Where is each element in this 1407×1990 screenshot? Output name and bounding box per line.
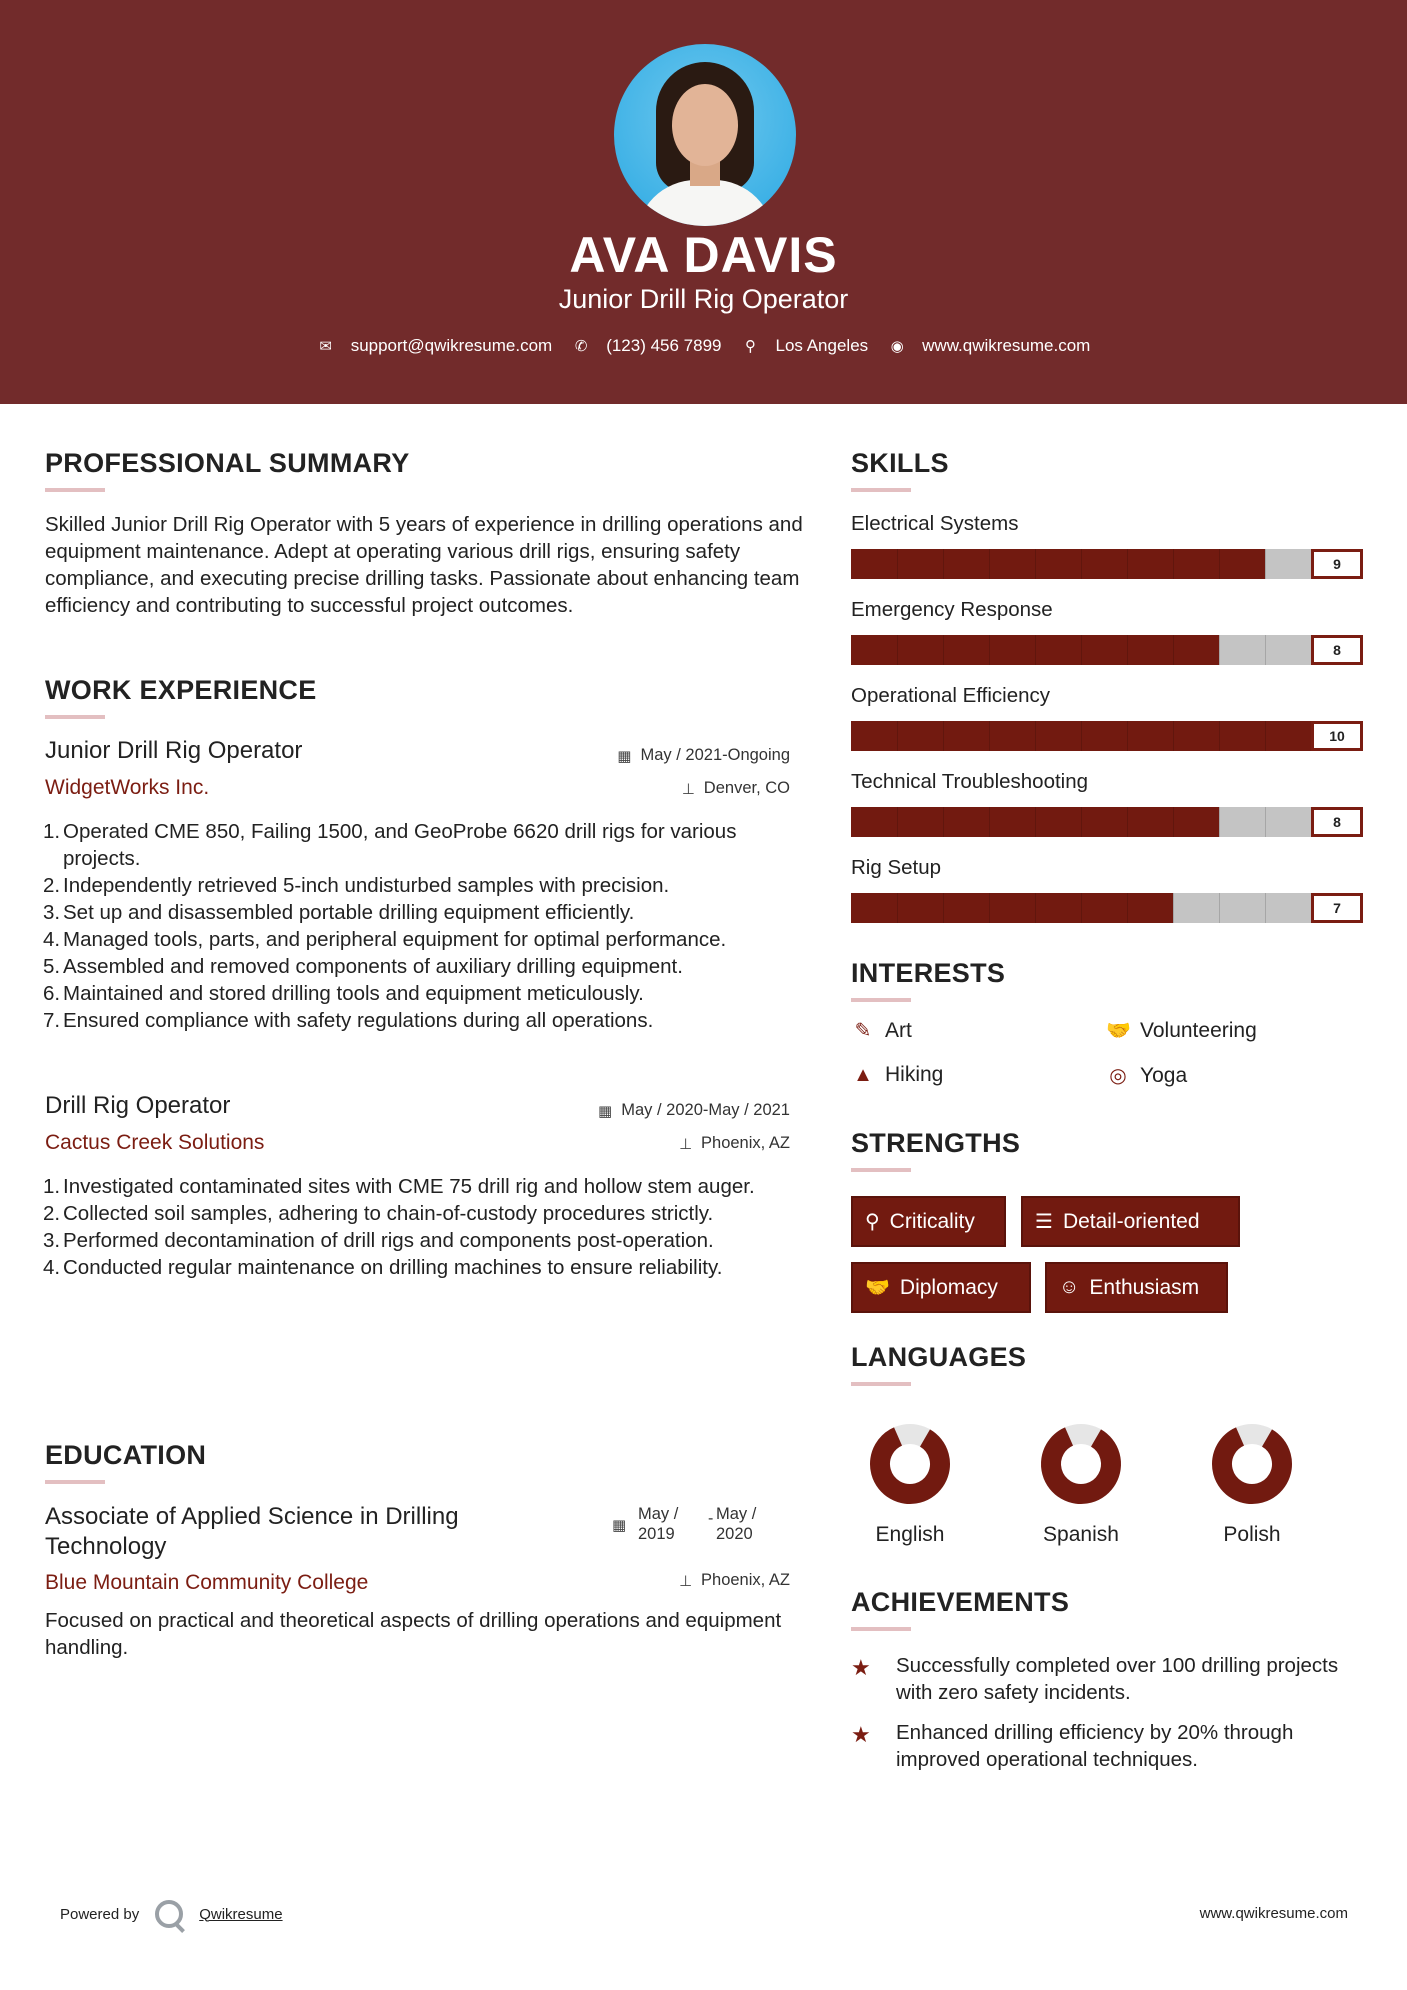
interest-yoga: ◎ Yoga	[1106, 1063, 1187, 1088]
tree-icon: ▲	[853, 1063, 873, 1086]
education-end-date: May / 2020	[716, 1505, 757, 1543]
list-item: 1. Investigated contaminated sites with CME 75 drill rig and hollow stem auger.	[43, 1175, 755, 1198]
strengths-underline	[851, 1168, 911, 1172]
education-location: ⊥ Phoenix, AZ	[678, 1571, 790, 1590]
summary-heading: PROFESSIONAL SUMMARY	[45, 448, 410, 478]
profile-photo	[614, 44, 796, 226]
phone-icon: ✆	[574, 338, 588, 355]
list-item: 4. Managed tools, parts, and peripheral equipment for optimal performance.	[43, 928, 727, 951]
achievement-item: ★ Enhanced drilling efficiency by 20% through improved operational techniques.	[851, 1721, 1294, 1771]
star-icon: ★	[851, 1722, 871, 1747]
skill-bar	[851, 635, 1363, 665]
language-ring	[868, 1422, 952, 1506]
list-item: 3. Performed decontamination of drill rigs and components post-operation.	[43, 1229, 714, 1252]
calendar-icon: ▦	[598, 1102, 613, 1120]
list-item: 3. Set up and disassembled portable drilling equipment efficiently.	[43, 901, 635, 924]
skills-underline	[851, 488, 911, 492]
job-dates: ▦ May / 2020-May / 2021	[598, 1101, 790, 1120]
interests-underline	[851, 998, 911, 1002]
footer-website[interactable]: www.qwikresume.com	[1199, 1905, 1348, 1922]
strengths-heading: STRENGTHS	[851, 1128, 1021, 1158]
skill-score: 7	[1311, 893, 1363, 923]
strength-detail-oriented: ☰ Detail-oriented	[1021, 1196, 1240, 1247]
skill-bar	[851, 549, 1363, 579]
skill-label: Emergency Response	[851, 598, 1053, 621]
skill-label: Technical Troubleshooting	[851, 770, 1089, 793]
language-ring	[1210, 1422, 1294, 1506]
skill-bar	[851, 721, 1363, 751]
list-item: 6. Maintained and stored drilling tools and equipment meticulously.	[43, 982, 644, 1005]
achievements-heading: ACHIEVEMENTS	[851, 1587, 1070, 1617]
candidate-name: AVA DAVIS	[569, 227, 838, 283]
list-item: 2. Collected soil samples, adhering to chain-of-custody procedures strictly.	[43, 1202, 714, 1225]
list-item: 2. Independently retrieved 5-inch undisturbed samples with precision.	[43, 874, 670, 897]
experience-underline	[45, 715, 105, 719]
skill-label: Rig Setup	[851, 856, 942, 879]
strength-diplomacy: 🤝 Diplomacy	[851, 1262, 1031, 1313]
achievement-item: ★ Successfully completed over 100 drilling projects with zero safety incidents.	[851, 1654, 1339, 1704]
school-name: Blue Mountain Community College	[45, 1571, 369, 1594]
skill-score: 8	[1311, 635, 1363, 665]
job-dates: ▦ May / 2021-Ongoing	[617, 746, 790, 765]
skill-score: 10	[1311, 721, 1363, 751]
job-duties	[45, 1173, 805, 1281]
pin-icon: ⊥	[681, 780, 695, 798]
skill-bar	[851, 893, 1363, 923]
skill-label: Electrical Systems	[851, 512, 1019, 535]
skill-bar	[851, 807, 1363, 837]
summary-text: Skilled Junior Drill Rig Operator with 5 years of experience in drilling operations and equipment maintenance. Adept at operating various drill rigs, ensuring safety compliance, and executing precise drilling tasks. Passionate about enhancing team efficiency and contributing to successful project outcomes.	[45, 513, 803, 617]
job-title: Drill Rig Operator	[45, 1092, 231, 1119]
envelope-icon: ✉	[319, 338, 332, 355]
handshake-icon: 🤝	[865, 1277, 890, 1299]
pin-icon: ⊥	[678, 1572, 693, 1590]
interest-hiking: ▲ Hiking	[851, 1063, 943, 1087]
list-item: 5. Assembled and removed components of auxiliary drilling equipment.	[43, 955, 683, 978]
smile-icon: ☺	[1059, 1276, 1080, 1298]
job-location: ⊥ Phoenix, AZ	[678, 1134, 790, 1153]
job-company: Cactus Creek Solutions	[45, 1131, 265, 1154]
contact-location: ⚲ Los Angeles	[742, 336, 869, 356]
list-item: 7. Ensured compliance with safety regulations during all operations.	[43, 1009, 654, 1032]
achievements-underline	[851, 1627, 911, 1631]
star-icon: ★	[851, 1655, 871, 1680]
footer-powered-by: Powered by Qwikresume	[60, 1900, 283, 1928]
interests-heading: INTERESTS	[851, 958, 1006, 988]
strength-enthusiasm: ☺ Enthusiasm	[1045, 1262, 1228, 1313]
job-company: WidgetWorks Inc.	[45, 776, 210, 799]
contact-website[interactable]: ◉ www.qwikresume.com	[888, 336, 1090, 356]
languages-underline	[851, 1382, 911, 1386]
resume-header	[0, 0, 1407, 404]
experience-heading: WORK EXPERIENCE	[45, 675, 317, 705]
skill-score: 9	[1311, 549, 1363, 579]
lifebuoy-icon: ◎	[1109, 1065, 1127, 1087]
search-icon: ⚲	[865, 1211, 880, 1233]
education-text: Focused on practical and theoretical aspects of drilling operations and equipment handling.	[45, 1609, 782, 1659]
education-underline	[45, 1480, 105, 1484]
job-duties	[45, 818, 805, 1034]
skill-bar-fill	[851, 721, 1363, 751]
paintbrush-icon: ✎	[854, 1020, 872, 1042]
skill-score: 8	[1311, 807, 1363, 837]
language-label: Polish	[1223, 1523, 1281, 1546]
language-label: Spanish	[1043, 1523, 1119, 1546]
skill-label: Operational Efficiency	[851, 684, 1051, 707]
list-item: 1. Operated CME 850, Failing 1500, and GeoProbe 6620 drill rigs for various projects.	[43, 820, 737, 870]
job-location: ⊥ Denver, CO	[681, 779, 790, 798]
degree-title: Associate of Applied Science in Drilling Technology	[45, 1503, 459, 1560]
qwikresume-logo-icon	[155, 1900, 183, 1928]
job-title: Junior Drill Rig Operator	[45, 737, 303, 764]
contact-email[interactable]: ✉ support@qwikresume.com	[317, 336, 553, 356]
summary-underline	[45, 488, 105, 492]
list-item: 4. Conducted regular maintenance on drilling machines to ensure reliability.	[43, 1256, 723, 1279]
education-start-date: May / 2019	[638, 1505, 679, 1543]
list-icon: ☰	[1035, 1211, 1053, 1233]
pin-icon: ⊥	[678, 1135, 693, 1153]
interest-art: ✎ Art	[851, 1018, 912, 1043]
qwikresume-link[interactable]: Qwikresume	[199, 1905, 283, 1923]
calendar-icon: ▦	[612, 1517, 627, 1534]
skills-heading: SKILLS	[851, 448, 949, 478]
skill-bar-fill	[851, 549, 1265, 579]
map-pin-icon: ⚲	[745, 338, 757, 355]
date-separator: -	[708, 1510, 714, 1527]
strength-criticality: ⚲ Criticality	[851, 1196, 1006, 1247]
interest-volunteering: 🤝 Volunteering	[1106, 1018, 1257, 1042]
contact-bar	[0, 336, 1407, 356]
skill-bar-fill	[851, 893, 1173, 923]
languages-heading: LANGUAGES	[851, 1342, 1027, 1372]
handshake-icon: 🤝	[1106, 1020, 1131, 1042]
language-label: English	[875, 1523, 945, 1546]
contact-phone: ✆ (123) 456 7899	[572, 336, 721, 356]
education-heading: EDUCATION	[45, 1440, 207, 1470]
globe-icon: ◉	[890, 338, 904, 355]
candidate-title: Junior Drill Rig Operator	[558, 284, 849, 314]
language-ring	[1039, 1422, 1123, 1506]
calendar-icon: ▦	[617, 747, 632, 765]
